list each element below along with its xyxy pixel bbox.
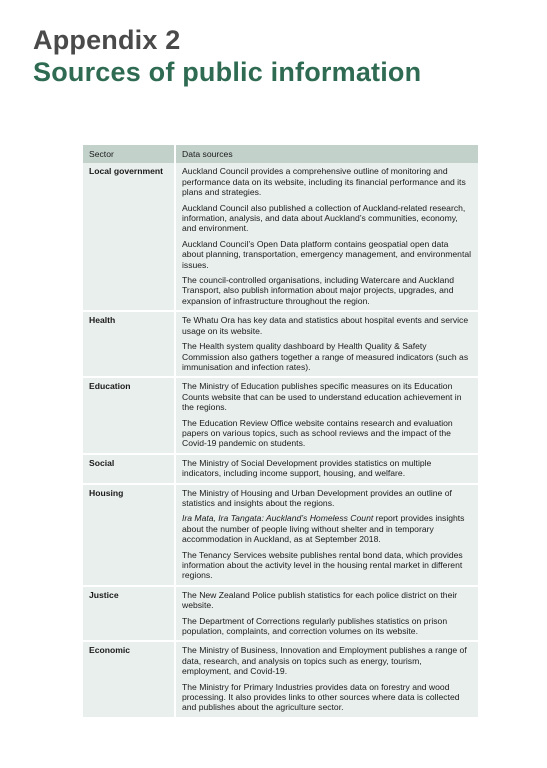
table-row bbox=[83, 377, 478, 453]
source-paragraph: Auckland Council provides a comprehensive outline of monitoring and performance data on its website, including its financial performance and its plans and strategies. bbox=[182, 166, 466, 198]
page-title: Sources of public information bbox=[33, 57, 422, 88]
sector-cell: Housing bbox=[83, 484, 175, 586]
report-title: Ira Mata, Ira Tangata: Auckland’s Homeless Count bbox=[182, 513, 374, 524]
source-paragraph: The Department of Corrections regularly publishes statistics on prison population, complaints, and correction volumes on its website. bbox=[182, 615, 448, 637]
appendix-label: Appendix 2 bbox=[33, 25, 181, 55]
sources-cell bbox=[175, 163, 478, 311]
source-paragraph: The Ministry for Primary Industries provides data on forestry and wood processing. It also provides links to other sources where data is collected and publishes about the agriculture sector. bbox=[182, 681, 460, 713]
sources-cell bbox=[175, 454, 478, 484]
sources-table-container bbox=[83, 145, 478, 719]
sources-cell bbox=[175, 586, 478, 642]
sources-cell bbox=[175, 641, 478, 717]
source-paragraph bbox=[182, 513, 472, 544]
sector-cell: Local government bbox=[83, 163, 175, 311]
header-data-sources: Data sources bbox=[175, 145, 478, 163]
sources-cell bbox=[175, 484, 478, 586]
table-row bbox=[83, 586, 478, 642]
page-heading bbox=[33, 24, 421, 89]
sources-table bbox=[83, 145, 478, 719]
source-paragraph: The Ministry of Business, Innovation and Employment publishes a range of data, research, and analysis on topics such as energy, tourism, employment, and Covid-19. bbox=[182, 645, 467, 677]
table-body bbox=[83, 163, 478, 717]
source-paragraph: The Ministry of Education publishes specific measures on its Education Counts website that can be used to understand education achievement in the regions. bbox=[182, 381, 462, 413]
header-sector: Sector bbox=[83, 145, 175, 163]
sector-cell: Social bbox=[83, 454, 175, 484]
sources-cell bbox=[175, 311, 478, 377]
source-text: report provides insights about the number of people living without shelter and in temporary accommodation in Auckland, as at September 2018. bbox=[182, 513, 465, 545]
source-paragraph: The council-controlled organisations, including Watercare and Auckland Transport, also publish information about major projects, upgrades, and expansion of infrastructure throughout the region. bbox=[182, 275, 454, 306]
sector-cell: Health bbox=[83, 311, 175, 377]
source-paragraph: The Tenancy Services website publishes rental bond data, which provides information about the activity level in the housing rental market in different regions. bbox=[182, 549, 463, 581]
table-row bbox=[83, 311, 478, 377]
table-row bbox=[83, 163, 478, 311]
table-row bbox=[83, 641, 478, 717]
source-paragraph: The Education Review Office website contains research and evaluation papers on various topics, such as school reviews and the impact of the Covid-19 pandemic on students. bbox=[182, 417, 453, 449]
source-paragraph: Auckland Council’s Open Data platform contains geospatial open data about planning, transportation, emergency management, and environmental issues. bbox=[182, 238, 472, 270]
sector-cell: Economic bbox=[83, 641, 175, 717]
source-paragraph: Auckland Council also published a collection of Auckland-related research, information, analysis, and data about Auckland’s communities, economy, and environment. bbox=[182, 202, 466, 234]
source-paragraph: The New Zealand Police publish statistics for each police district on their website. bbox=[182, 589, 458, 611]
sector-cell: Education bbox=[83, 377, 175, 453]
table-row bbox=[83, 454, 478, 484]
source-paragraph: Te Whatu Ora has key data and statistics about hospital events and service usage on its website. bbox=[182, 315, 469, 336]
source-paragraph: The Ministry of Social Development provides statistics on multiple indicators, including income support, housing, and welfare. bbox=[182, 457, 432, 479]
table-row bbox=[83, 484, 478, 586]
sector-cell: Justice bbox=[83, 586, 175, 642]
sources-cell bbox=[175, 377, 478, 453]
source-paragraph: The Health system quality dashboard by Health Quality & Safety Commission also gathers together a range of measured indicators (such as immunisation and infection rates). bbox=[182, 341, 469, 372]
source-paragraph: The Ministry of Housing and Urban Development provides an outline of statistics and insights about the regions. bbox=[182, 487, 452, 508]
table-header-row bbox=[83, 145, 478, 163]
